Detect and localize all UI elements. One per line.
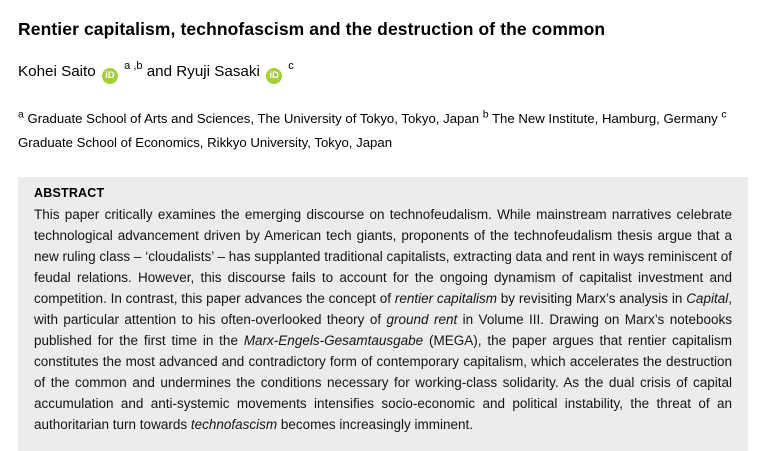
affiliations: [18, 107, 748, 155]
superscript-label: a ,b: [124, 59, 143, 72]
text-run: and Ryuji Sasaki: [142, 63, 265, 80]
abstract-heading: ABSTRACT: [34, 186, 105, 200]
text-run: Graduate School of Economics, Rikkyo University, Tokyo, Japan: [18, 135, 393, 150]
italic-text-run: technofascism: [190, 417, 278, 432]
superscript-label: c: [288, 59, 294, 72]
italic-text-run: Capital: [686, 291, 729, 306]
text-run: , with particular attention to his often-overlooked theory of: [34, 291, 732, 327]
text-run: Kohei Saito: [18, 63, 100, 80]
article-title: Rentier capitalism, technofascism and the destruction of the common: [18, 19, 606, 39]
superscript-label: a: [18, 108, 24, 121]
text-run: becomes increasingly imminent.: [277, 417, 473, 432]
italic-text-run: rentier capitalism: [394, 291, 497, 306]
text-run: This paper critically examines the emerging discourse on technofeudalism. While mainstream narratives celebrate technological advancement driven by American tech giants, proponents of the technofeudalism thesis argue that a new ruling class – ‘cloudalists’ – has supplanted traditional capitalists, extracting data and rent in ways reminiscent of feudal relations. However, this discourse fails to account for the ongoing dynamism of capitalist investment and competition. In contrast, this paper advances the concept of: [34, 207, 732, 306]
superscript-label: b: [482, 108, 489, 121]
text-run: (MEGA), the paper argues that rentier capitalism constitutes the most advanced and contradictory form of contemporary capitalism, which accelerates the destruction of the common and undermines the conditions necessary for working-class solidarity. As the dual crisis of capital accumulation and anti-systemic movements intensifies socio-economic and political instability, the threat of an authoritarian turn towards: [34, 333, 732, 432]
italic-text-run: ground rent: [386, 312, 458, 327]
text-run: Graduate School of Arts and Sciences, The University of Tokyo, Tokyo, Japan: [23, 111, 483, 126]
text-run: by revisiting Marx’s analysis in: [496, 291, 687, 306]
abstract-text: [34, 204, 732, 435]
superscript-label: c: [721, 108, 727, 121]
orcid-icon[interactable]: iD: [102, 68, 118, 84]
author-byline: [18, 59, 748, 84]
text-run: The New Institute, Hamburg, Germany: [488, 111, 722, 126]
text-run: in Volume III. Drawing on Marx’s notebooks published for the first time in the: [34, 312, 732, 348]
orcid-icon[interactable]: iD: [266, 68, 282, 84]
italic-text-run: Marx-Engels-Gesamtausgabe: [243, 333, 424, 348]
abstract-section: [18, 177, 748, 451]
